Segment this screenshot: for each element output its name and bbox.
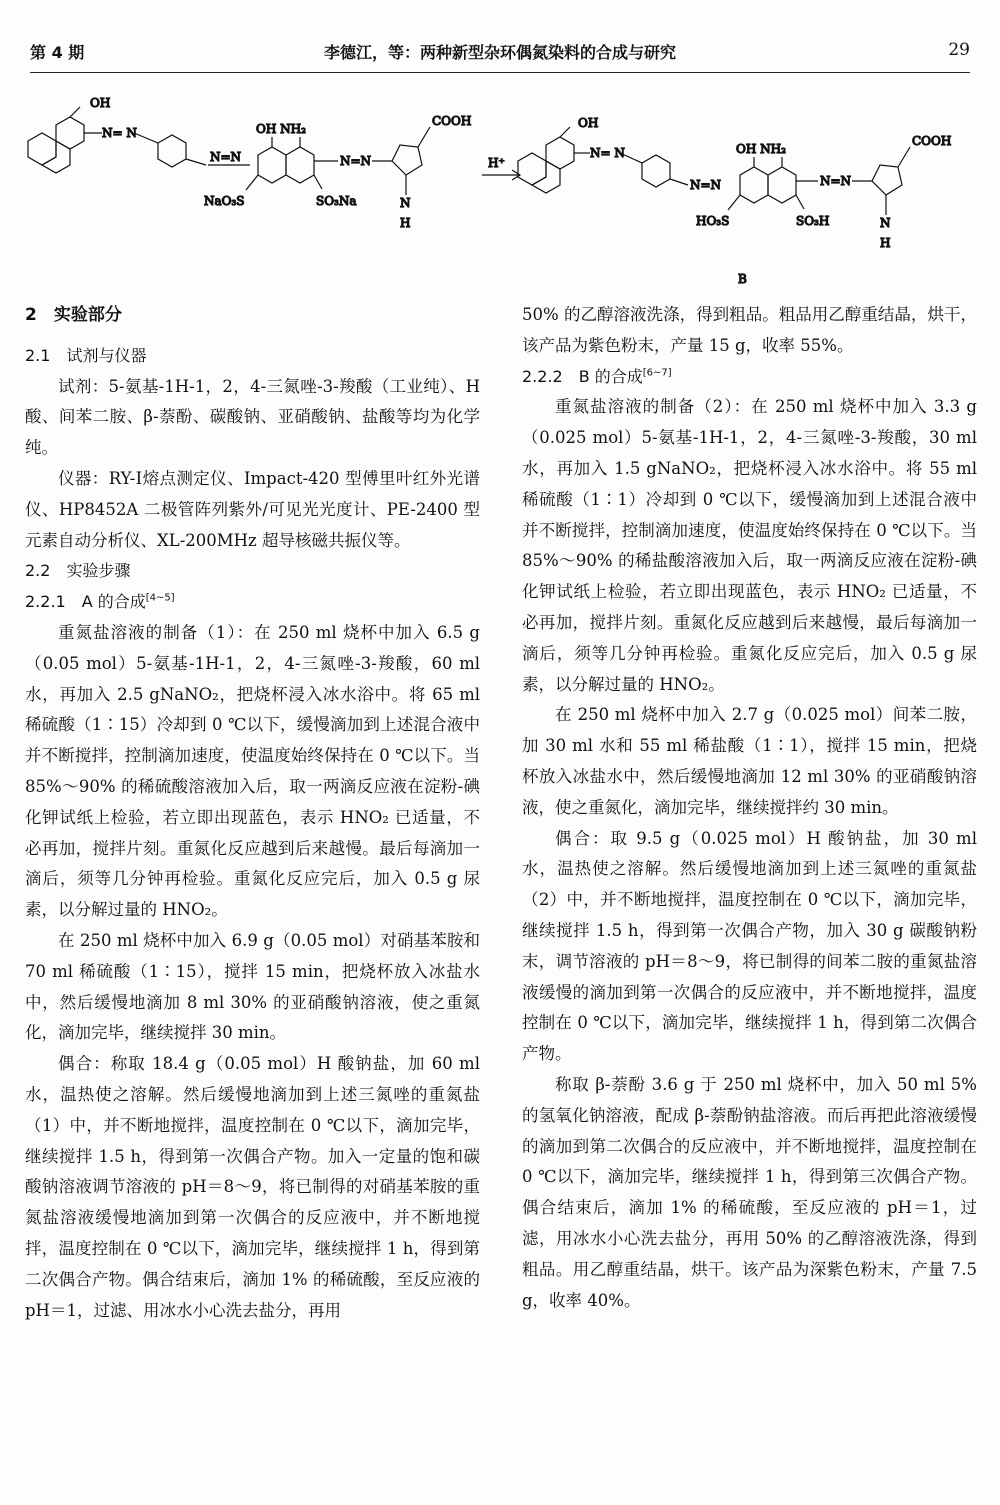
ohnh2-label-b: OH NH₂ [736,142,786,156]
cooh-label-b: COOH [912,134,952,148]
reagents-paragraph: 试剂：5-氨基-1H-1，2，4-三氮唑-3-羧酸（工业纯）、H 酸、间苯二胺、β-萘酚、碳酸钠、亚硝酸钠、盐酸等均为化学纯。 [25,376,480,458]
section-2-2-1-title: 2.2.1 A 的合成 [25,592,146,612]
continuation-paragraph: 50% 的乙醇溶液洗涤，得到粗品。粗品用乙醇重结晶，烘干，该产品为紫色粉末，产量 15 g，收率 55%。 [522,305,977,355]
page-number: 29 [948,40,970,60]
section-2-2-2-title: 2.2.2 B 的合成 [522,366,643,386]
nh-label-b: N [880,216,891,230]
issue-number: 第 4 期 [30,43,85,62]
nitroaniline-paragraph: 在 250 ml 烧杯中加入 6.9 g（0.05 mol）对硝基苯胺和 70 ml 稀硫酸（1∶15），搅拌 15 min，把烧杯放入冰盐水中，然后缓慢地滴加 8 ml 30% 的亚硝酸钠溶液，使之重氮化，滴加完毕，继续搅拌 30 min。 [25,930,480,1043]
so3h-label: SO₃H [796,214,830,228]
azo-label-b3: N=N [820,174,852,188]
reaction-scheme [20,85,980,295]
naso3s-label: NaO₃S [204,194,245,208]
coupling-b-paragraph: 偶合：取 9.5 g（0.025 mol）H 酸钠盐，加 30 ml 水，温热使之溶解。然后缓慢地滴加到上述三氮唑的重氮盐（2）中，并不断地搅拌，温度控制在 0 ℃以下，滴加完毕，继续搅拌 1.5 h，得到第一次偶合产物，加入 30 g 碳酸钠粉末，调节溶液的 pH＝8～9，将已制得的间苯二胺的重氮盐溶液缓慢的滴加到第一次偶合的反应液中，并不断地搅拌，温度控制在 0 ℃以下，滴加完毕，继续搅拌 1 h，得到第二次偶合产物。 [522,828,977,1064]
oh-label-a: OH [90,96,111,110]
nh-label-a: N [400,196,411,210]
section-2-2-2-heading [522,362,977,393]
azo-label-a3: N=N [340,154,372,168]
running-title: 李德江，等：两种新型杂环偶氮染料的合成与研究 [323,43,676,62]
diazo2-paragraph: 重氮盐溶液的制备（2）：在 250 ml 烧杯中加入 3.3 g（0.025 mol）5-氨基-1H-1，2，4-三氮唑-3-羧酸，30 ml 水，再加入 1.5 gNaNO₂，把烧杯浸入冰水浴中。将 55 ml 稀硫酸（1∶1）冷却到 0 ℃以下，缓慢滴加到上述混合液中并不断搅拌，控制滴加速度，使温度始终保持在 0 ℃以下。当 85%～90% 的稀盐酸溶液加入后，取一两滴反应液在淀粉-碘化钾试纸上检验，若立即出现蓝色，表示 HNO₂ 已适量，不必再加，搅拌片刻。重氮化反应越到后来越慢，最后每滴加一滴后，须等几分钟再检验。重氮化反应完后，加入 0.5 g 尿素，以分解过量的 HNO₂。 [522,397,977,694]
reaction-scheme-svg [20,85,980,295]
ohnh2-label-a: OH NH₂ [256,122,306,136]
azo-label-b2: N=N [690,178,722,192]
diazo1-paragraph: 重氮盐溶液的制备（1）：在 250 ml 烧杯中加入 6.5 g（0.05 mol）5-氨基-1H-1，2，4-三氮唑-3-羧酸，60 ml 水，再加入 2.5 gNaNO₂，把烧杯浸入冰水浴中。将 65 ml 稀硫酸（1∶15）冷却到 0 ℃以下，缓慢滴加到上述混合液中并不断搅拌，控制滴加速度，使温度始终保持在 0 ℃以下。当 85%～90% 的稀硫酸溶液加入后，取一两滴反应液在淀粉-碘化钾试纸上检验，若立即出现蓝色，表示 HNO₂ 已适量，不必再加，搅拌片刻。重氮化反应越到后来越慢。最后每滴加一滴后，须等几分钟再检验。重氮化反应完后，加入 0.5 g 尿素，以分解过量的 HNO₂。 [25,622,480,920]
cooh-label-a: COOH [432,114,472,128]
coupling-a-paragraph: 偶合：称取 18.4 g（0.05 mol）H 酸钠盐，加 60 ml 水，温热使之溶解。然后缓慢地滴加到上述三氮唑的重氮盐（1）中，并不断地搅拌，温度控制在 0 ℃以下，滴加完毕，继续搅拌 1.5 h，得到第一次偶合产物。加入一定量的饱和碳酸钠溶液调节溶液的 pH＝8～9，将已制得的对硝基苯胺的重氮盐溶液缓慢地滴加到第一次偶合的反应液中，并不断地搅拌，温度控制在 0 ℃以下，滴加完毕，继续搅拌 1 h，得到第二次偶合产物。偶合结束后，滴加 1% 的稀硫酸，至反应液的 pH＝1，过滤、用冰水小心洗去盐分，再用 [25,1054,480,1320]
compound-label-b: B [738,272,747,286]
naphthol-paragraph: 称取 β-萘酚 3.6 g 于 250 ml 烧杯中，加入 50 ml 5% 的氢氧化钠溶液，配成 β-萘酚钠盐溶液。而后再把此溶液缓慢的滴加到第二次偶合的反应液中，并不断地搅拌，温度控制在 0 ℃以下，滴加完毕，继续搅拌 1 h，得到第三次偶合产物。偶合结束后，滴加 1% 的稀硫酸，至反应液的 pH＝1，过滤，用冰水小心洗去盐分，再用 50% 的乙醇溶液洗涤，得到粗品。用乙醇重结晶，烘干。该产品为深紫色粉末，产量 7.5 g，收率 40%。 [522,1074,977,1310]
h-label-b: H [880,236,891,250]
so3na-label: SO₃Na [316,194,357,208]
instruments-paragraph: 仪器：RY-Ⅰ熔点测定仪、Impact-420 型傅里叶红外光谱仪、HP8452A 二极管阵列紫外/可见光光度计、PE-2400 型元素自动分析仪、XL-200MHz 超导核磁共振仪等。 [25,468,480,550]
section-2-2-heading: 2.2 实验步骤 [25,561,131,581]
azo-label-a1: N= N [102,126,137,140]
azo-label-b1: N= N [590,146,625,160]
oh-label-b: OH [578,116,599,130]
h-label-a: H [400,216,411,230]
section-2-heading: 2 实验部分 [25,305,122,325]
arrow-label: H⁺ [488,156,505,170]
phenylenediamine-paragraph: 在 250 ml 烧杯中加入 2.7 g（0.025 mol）间苯二胺，加 30 ml 水和 55 ml 稀盐酸（1∶1），搅拌 15 min，把烧杯放入冰盐水中，然后缓慢地滴加 12 ml 30% 的亚硝酸钠溶液，使之重氮化，滴加完毕，继续搅拌约 30 min。 [522,705,977,817]
section-2-2-1-heading [25,587,480,618]
running-header [30,40,970,74]
left-column [25,300,480,1326]
right-column [522,300,977,1316]
header-rule [30,72,970,73]
ho3s-label: HO₃S [696,214,730,228]
azo-label-a2: N=N [210,150,242,164]
section-2-2-2-ref: [6~7] [642,367,672,379]
section-2-1-heading: 2.1 试剂与仪器 [25,345,147,365]
section-2-2-1-ref: [4~5] [145,592,175,604]
molecule-b [518,127,910,215]
